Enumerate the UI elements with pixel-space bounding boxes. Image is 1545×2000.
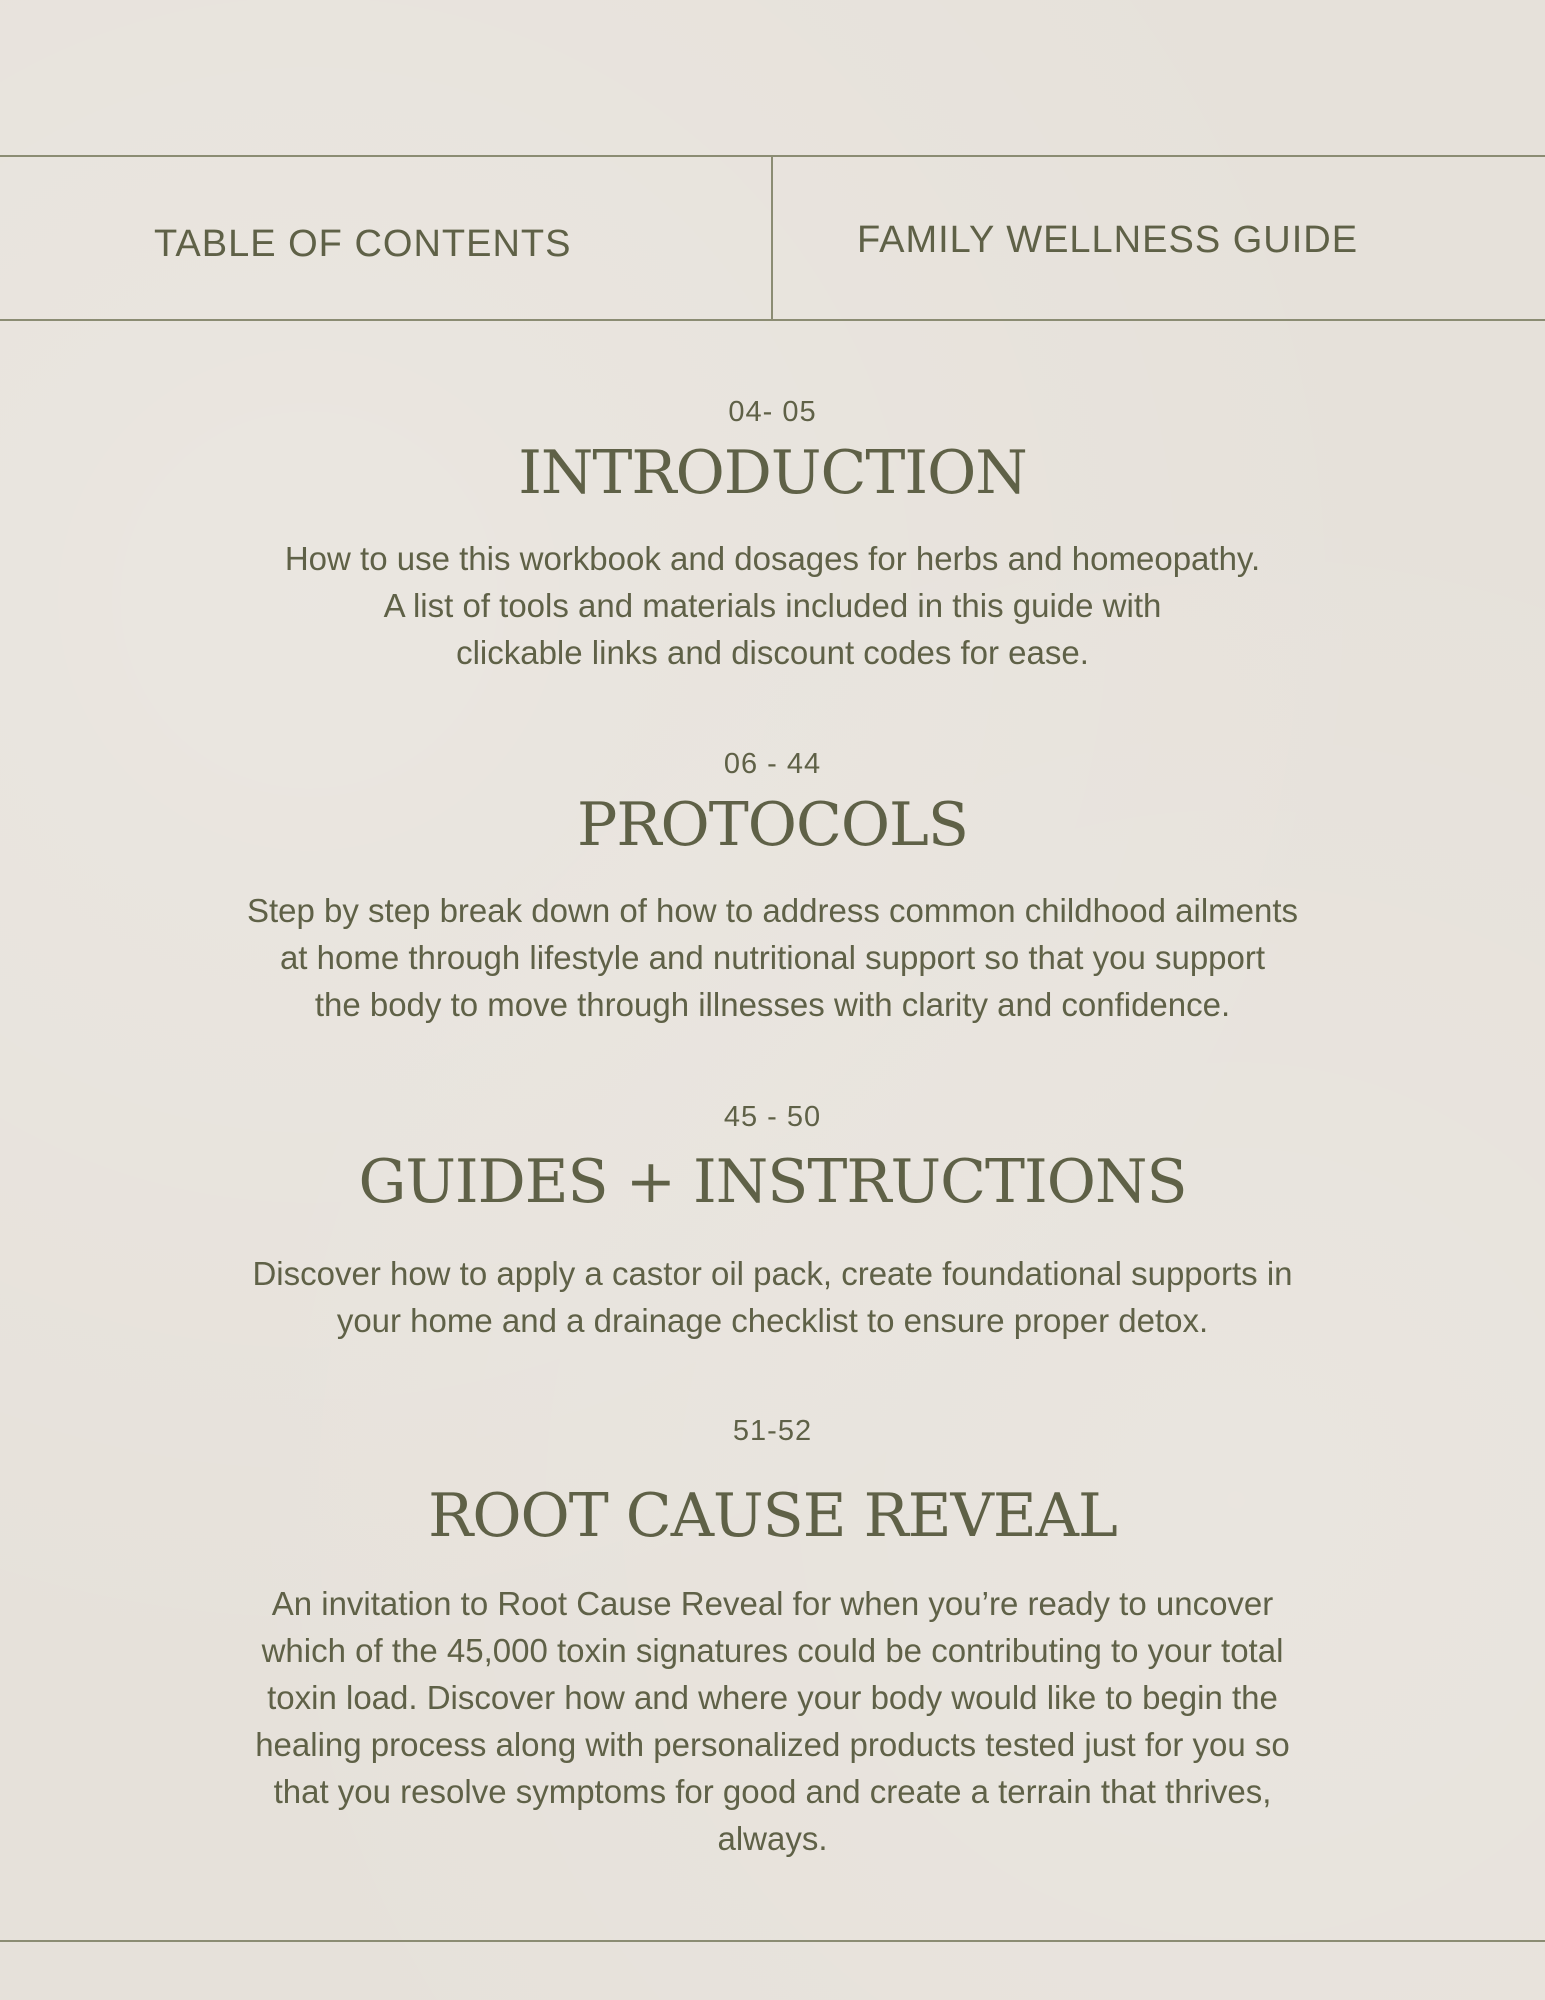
section-heading: INTRODUCTION [518, 438, 1027, 508]
description-line: which of the 45,000 toxin signatures could be contributing to your total [261, 1632, 1284, 1669]
header-title-left: TABLE OF CONTENTS [154, 223, 572, 265]
description-line: How to use this workbook and dosages for herbs and homeopathy. [284, 540, 1261, 577]
toc-section-guides [0, 1101, 1545, 1344]
section-page-range: 06 - 44 [723, 748, 822, 780]
description-line: your home and a drainage checklist to ensure proper detox. [336, 1302, 1209, 1339]
section-page-range: 51-52 [732, 1415, 813, 1447]
description-line: toxin load. Discover how and where your body would like to begin the [267, 1679, 1278, 1716]
description-line: always. [717, 1820, 828, 1857]
section-heading: ROOT CAUSE REVEAL [428, 1481, 1117, 1551]
toc-section-introduction [0, 396, 1545, 676]
description-line: Discover how to apply a castor oil pack, create foundational supports in [252, 1255, 1293, 1292]
description-line: that you resolve symptoms for good and create a terrain that thrives, [273, 1773, 1272, 1810]
section-page-range: 04- 05 [728, 396, 817, 428]
toc-section-root-cause-reveal [0, 1415, 1545, 1862]
toc-section-protocols [0, 748, 1545, 1028]
header-band [0, 155, 1545, 321]
section-description [0, 535, 1545, 676]
section-heading: GUIDES + INSTRUCTIONS [358, 1147, 1187, 1217]
description-line: clickable links and discount codes for ease. [456, 634, 1089, 671]
section-description [0, 1250, 1545, 1344]
description-line: An invitation to Root Cause Reveal for when you’re ready to uncover [271, 1585, 1274, 1622]
description-line: at home through lifestyle and nutritional support so that you support [279, 939, 1266, 976]
header-divider [771, 157, 773, 319]
section-heading: PROTOCOLS [577, 790, 968, 860]
description-line: Step by step break down of how to address common childhood ailments [246, 892, 1299, 929]
description-line: A list of tools and materials included in this guide with [383, 587, 1162, 624]
description-line: healing process along with personalized products tested just for you so [255, 1726, 1290, 1763]
description-line: the body to move through illnesses with clarity and confidence. [314, 986, 1231, 1023]
bottom-rule [0, 1940, 1545, 1942]
section-description [0, 887, 1545, 1028]
section-page-range: 45 - 50 [723, 1101, 822, 1133]
section-description [0, 1580, 1545, 1862]
header-title-right: FAMILY WELLNESS GUIDE [857, 219, 1359, 261]
